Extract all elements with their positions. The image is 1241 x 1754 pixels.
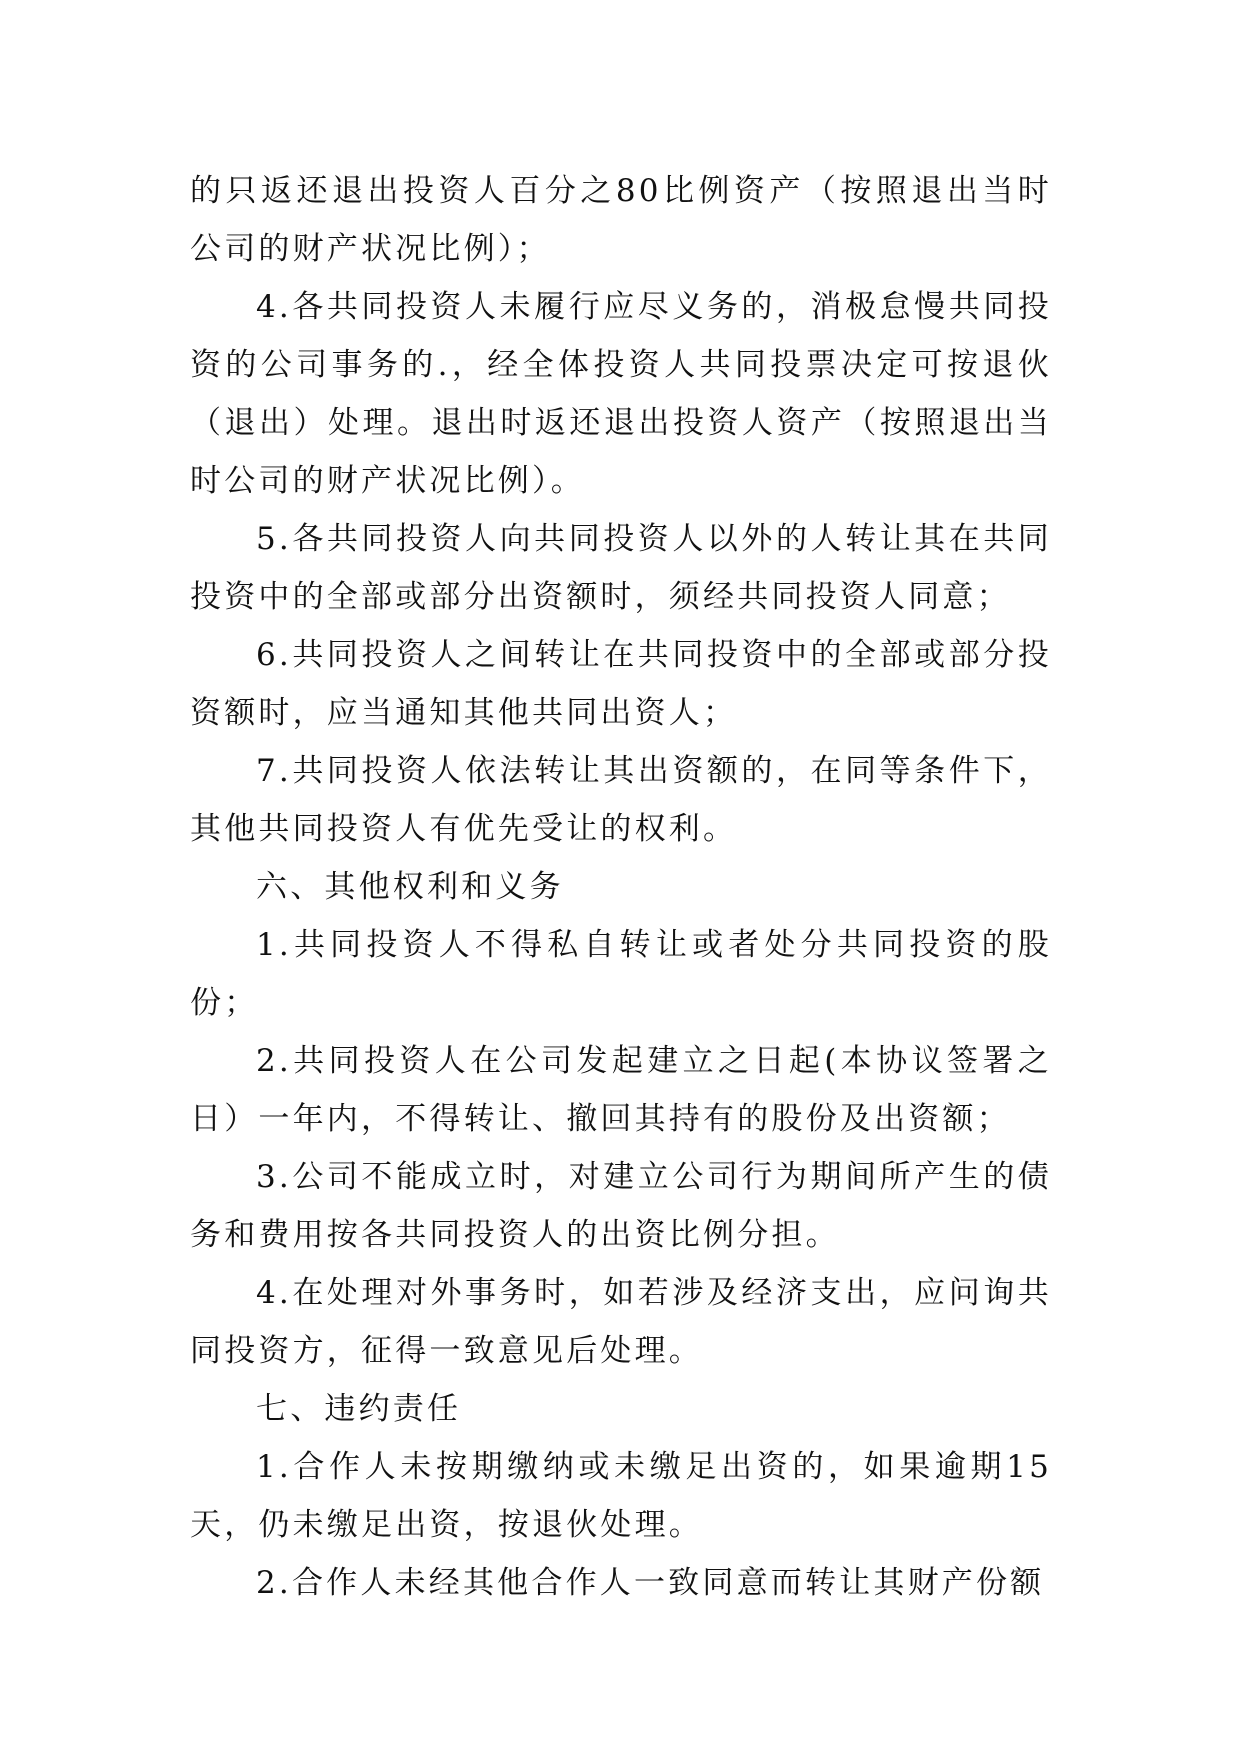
document-page [190, 162, 1052, 1612]
paragraph-continuation: 的只返还退出投资人百分之80比例资产（按照退出当时公司的财产状况比例）； [190, 173, 1052, 267]
paragraph-clause-6-4: 4.在处理对外事务时，如若涉及经济支出，应问询共同投资方，征得一致意见后处理。 [190, 1275, 1052, 1369]
paragraph-clause-5-6: 6.共同投资人之间转让在共同投资中的全部或部分投资额时，应当通知其他共同出资人； [190, 637, 1052, 731]
paragraph-clause-6-1: 1.共同投资人不得私自转让或者处分共同投资的股份； [190, 927, 1052, 1021]
paragraph-clause-5-5: 5.各共同投资人向共同投资人以外的人转让其在共同投资中的全部或部分出资额时，须经共同投资人同意； [190, 521, 1052, 615]
paragraph-clause-5-4: 4.各共同投资人未履行应尽义务的，消极怠慢共同投资的公司事务的.，经全体投资人共同投票决定可按退伙（退出）处理。退出时返还退出投资人资产（按照退出当时公司的财产状况比例）。 [190, 289, 1052, 499]
section-heading-7: 七、违约责任 [256, 1391, 462, 1427]
paragraph-clause-6-2: 2.共同投资人在公司发起建立之日起(本协议签署之日）一年内，不得转让、撤回其持有的股份及出资额； [190, 1043, 1052, 1137]
section-heading-6: 六、其他权利和义务 [256, 869, 564, 905]
paragraph-clause-5-7: 7.共同投资人依法转让其出资额的，在同等条件下，其他共同投资人有优先受让的权利。 [190, 753, 1052, 847]
paragraph-clause-7-2: 2.合作人未经其他合作人一致同意而转让其财产份额 [256, 1565, 1045, 1601]
paragraph-clause-6-3: 3.公司不能成立时，对建立公司行为期间所产生的债务和费用按各共同投资人的出资比例分担。 [190, 1159, 1052, 1253]
paragraph-clause-7-1: 1.合作人未按期缴纳或未缴足出资的，如果逾期15天，仍未缴足出资，按退伙处理。 [190, 1449, 1052, 1543]
